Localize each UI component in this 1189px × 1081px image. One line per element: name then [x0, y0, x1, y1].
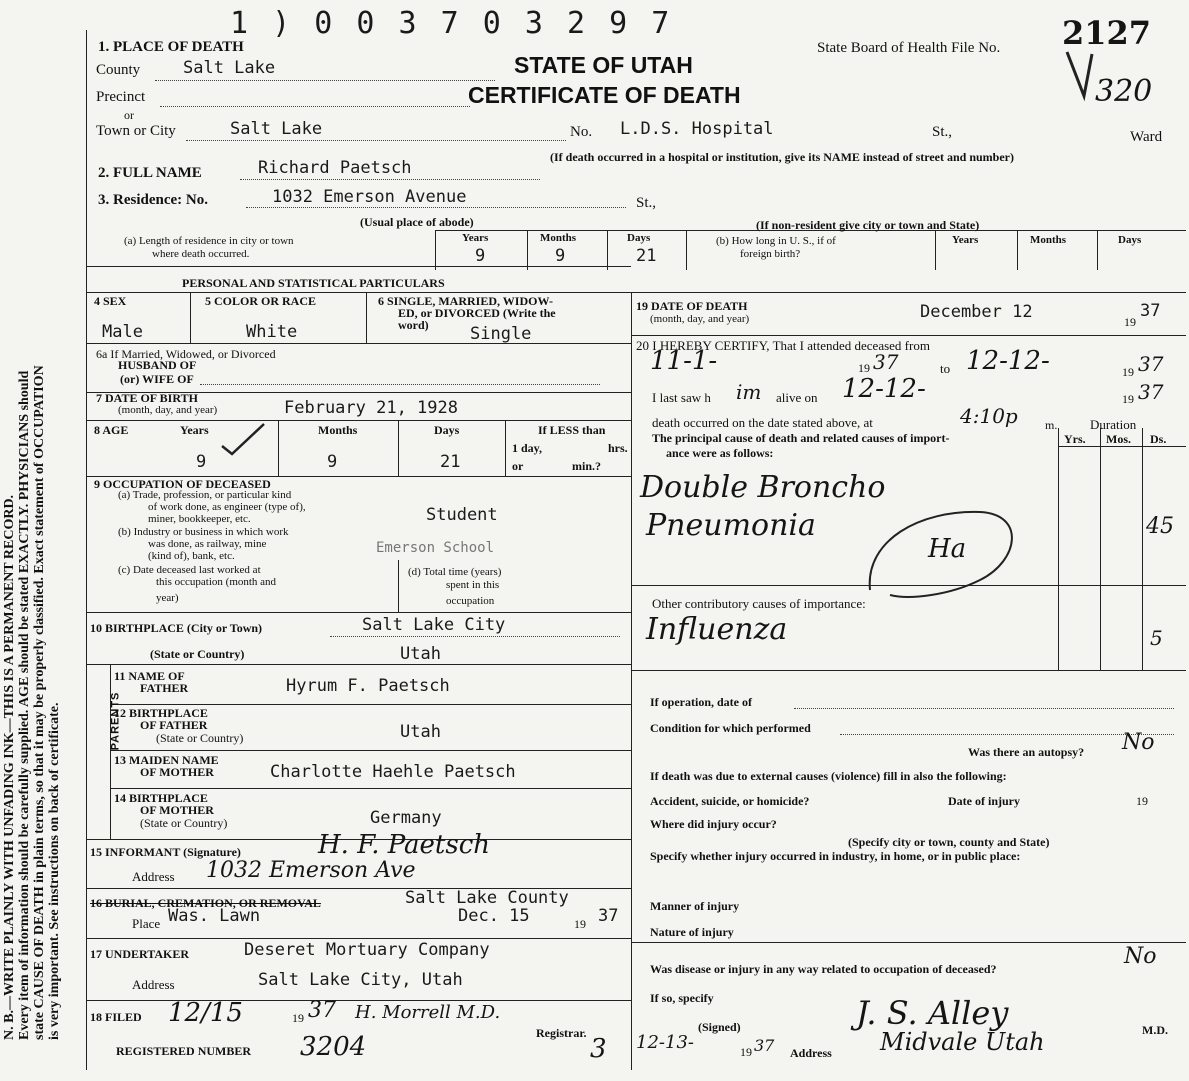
undertaker-address: Salt Lake City, Utah — [258, 970, 463, 990]
nonresident-note: (If non-resident give city or town and State) — [756, 218, 980, 232]
residence-st-label: St., — [636, 195, 657, 211]
marital-label-a: 6 SINGLE, MARRIED, WIDOW- — [378, 294, 554, 308]
dod-label-b: (month, day, and year) — [650, 313, 750, 325]
precinct-line — [160, 106, 470, 107]
mother-birthplace: Germany — [370, 808, 442, 828]
where-injury-label: Where did injury occur? — [650, 817, 777, 831]
sep-res-4 — [686, 230, 687, 270]
divider-row13 — [110, 750, 631, 751]
occ-d-line3: occupation — [446, 595, 495, 607]
full-name-value: Richard Paetsch — [258, 158, 412, 178]
md-label: M.D. — [1142, 1023, 1168, 1037]
lastsaw-him: im — [736, 380, 762, 404]
res-months-label: Months — [540, 232, 577, 244]
manner-label: Manner of injury — [650, 899, 740, 913]
sign-year-prefix: 19 — [740, 1045, 752, 1059]
divider-row6a — [86, 343, 631, 344]
certify-label: 20 I HEREBY CERTIFY, That I attended deceased from — [636, 338, 930, 353]
cause-label-a: The principal cause of death and related causes of import- — [652, 431, 950, 445]
town-value: Salt Lake — [230, 119, 323, 139]
sign-date: 12-13- — [636, 1032, 694, 1053]
age-label: 8 AGE — [94, 423, 129, 437]
precinct-label: Precinct — [96, 89, 146, 105]
nature-label: Nature of injury — [650, 925, 734, 939]
registrar-label: Registrar. — [536, 1026, 587, 1040]
check-mark-icon — [220, 420, 270, 460]
undertaker-address-label: Address — [132, 977, 175, 992]
lastsaw-year: 37 — [1138, 380, 1164, 404]
specify-industry-label: Specify whether injury occurred in industry, in home, or in public place: — [650, 849, 1021, 863]
us-months-label: Months — [1030, 234, 1067, 246]
injury-date-label: Date of injury — [948, 794, 1020, 808]
age-days-label: Days — [434, 423, 460, 437]
file-number: 2127 — [1062, 14, 1152, 52]
length-label-a: (a) Length of residence in city or town — [124, 235, 294, 247]
operation-line — [794, 708, 1174, 709]
burial-county: Salt Lake County — [405, 888, 569, 908]
dob-label-a: 7 DATE OF BIRTH — [96, 391, 198, 405]
attended-from: 11-1- — [650, 346, 718, 376]
less-label-e: min.? — [572, 459, 602, 473]
color-label: 5 COLOR OR RACE — [205, 294, 317, 308]
industry-value: Emerson School — [376, 540, 495, 556]
or-label: or — [124, 108, 134, 122]
color-value: White — [246, 322, 298, 342]
cause-1: Double Broncho — [640, 470, 886, 505]
county-label: County — [96, 62, 141, 78]
spouse-line — [200, 384, 600, 385]
duration-mos: Mos. — [1106, 432, 1131, 446]
res-years-label: Years — [462, 232, 489, 244]
sep-sex — [190, 292, 191, 343]
burial-place-label: Place — [132, 916, 161, 931]
town-line — [186, 140, 566, 141]
duration-ds: Ds. — [1150, 432, 1167, 446]
sep-color — [366, 292, 367, 343]
occ-c-line2: this occupation (month and — [156, 576, 277, 588]
occupation-value: Student — [426, 505, 498, 525]
registered-number: 3204 — [300, 1032, 367, 1062]
age-years-label: Years — [180, 423, 209, 437]
death-time: 4:10p — [960, 404, 1018, 428]
dur-head-line — [1058, 446, 1186, 447]
occ-b-line3: (kind of), bank, etc. — [148, 550, 235, 562]
town-label: Town or City — [96, 123, 176, 139]
physician-signature: J. S. Alley — [856, 994, 1009, 1032]
dob-label-b: (month, day, and year) — [118, 404, 218, 416]
cause-2-days: 45 — [1146, 514, 1174, 539]
other-causes-label: Other contributory causes of importance: — [652, 596, 866, 611]
filed-by: H. Morrell M.D. — [355, 1002, 501, 1023]
physician-address-label: Address — [790, 1046, 832, 1060]
spouse-label-a: 6a If Married, Widowed, or Divorced — [96, 347, 276, 361]
age-months-value: 9 — [327, 452, 338, 472]
duration-yrs: Yrs. — [1064, 432, 1086, 446]
sep-age-m — [398, 420, 399, 476]
filed-year-prefix: 19 — [292, 1011, 304, 1025]
cause-initials: Ha — [928, 534, 967, 564]
father-label-b: FATHER — [140, 681, 189, 695]
dur-col-2 — [1100, 428, 1101, 670]
attended-to: 12-12- — [966, 346, 1050, 376]
margin-instructions — [2, 60, 62, 1040]
ward-label: Ward — [1130, 129, 1163, 145]
informant-address: 1032 Emerson Ave — [206, 858, 416, 883]
county-value: Salt Lake — [183, 58, 276, 78]
place-of-death-label: 1. PLACE OF DEATH — [98, 39, 244, 55]
personal-section-title: PERSONAL AND STATISTICAL PARTICULARS — [182, 276, 445, 290]
sep-us-1 — [935, 230, 936, 270]
sep-occ-d — [398, 560, 399, 612]
sep-age-d — [505, 420, 506, 476]
center-divider — [631, 292, 632, 1070]
registered-number-label: REGISTERED NUMBER — [116, 1044, 252, 1058]
margin-line-1: N. B.—WRITE PLAINLY WITH UNFADING INK—THIS IS A PERMANENT RECORD. — [2, 494, 17, 1040]
from-year: 37 — [873, 350, 899, 374]
sep-res-1 — [435, 230, 436, 270]
res-days-label: Days — [627, 232, 651, 244]
undertaker-label: 17 UNDERTAKER — [90, 947, 190, 961]
lastsaw-label-a: I last saw h — [652, 390, 711, 405]
occ-a-line2: of work done, as engineer (type of), — [148, 501, 306, 513]
informant-label: 15 INFORMANT (Signature) — [90, 845, 241, 859]
lastsaw-label-b: alive on — [776, 390, 818, 405]
spouse-label-c: (or) WIFE OF — [120, 372, 194, 386]
sep-us-3 — [1097, 230, 1098, 270]
divider-row12 — [110, 704, 631, 705]
other-cause-days: 5 — [1150, 626, 1163, 650]
birthplace-label-b: (State or Country) — [150, 647, 245, 661]
hospital-no-label: No. — [570, 124, 593, 140]
divider-row11 — [86, 664, 631, 665]
spouse-label-b: HUSBAND OF — [118, 358, 197, 372]
mbirth-label-b: OF MOTHER — [140, 803, 214, 817]
length-label-b: where death occurred. — [152, 248, 250, 260]
sep-res-2 — [527, 230, 528, 270]
res-days-value: 21 — [636, 246, 657, 266]
divider-row17 — [86, 938, 631, 939]
sep-res-3 — [607, 230, 608, 270]
dur-col-3 — [1142, 428, 1143, 670]
less-label-d: or — [512, 459, 524, 473]
us-label-a: (b) How long in U. S., if of — [716, 235, 836, 247]
filed-date: 12/15 — [168, 998, 243, 1028]
mother-label-a: 13 MAIDEN NAME — [114, 753, 219, 767]
burial-place: Was. Lawn — [168, 906, 261, 926]
fbirth-label-a: 12 BIRTHPLACE — [114, 706, 208, 720]
res-months-value: 9 — [555, 246, 566, 266]
informant-signature: H. F. Paetsch — [318, 830, 491, 860]
file-no-label: State Board of Health File No. — [817, 40, 1001, 56]
divider-row4 — [86, 292, 1186, 293]
operation-label: If operation, date of — [650, 695, 752, 709]
lastsaw-date: 12-12- — [842, 374, 926, 404]
external-causes-label: If death was due to external causes (violence) fill in also the following: — [650, 769, 1007, 783]
duration-label: Duration — [1090, 417, 1137, 432]
sex-value: Male — [102, 322, 143, 342]
father-name: Hyrum F. Paetsch — [286, 676, 450, 696]
less-label-c: hrs. — [608, 441, 628, 455]
certificate-title: CERTIFICATE OF DEATH — [468, 82, 741, 108]
check-mark-icon — [1062, 44, 1112, 104]
parents-side-label: PARENTS — [109, 691, 122, 751]
usual-abode-note: (Usual place of abode) — [360, 215, 474, 229]
registrar-mark: 3 — [590, 1034, 607, 1064]
father-label-a: 11 NAME OF — [114, 669, 185, 683]
mbirth-label-c: (State or Country) — [140, 816, 228, 830]
cause-label-b: ance were as follows: — [666, 446, 774, 460]
occ-d-line2: spent in this — [446, 579, 500, 591]
divider-row14 — [110, 788, 631, 789]
to-year-prefix: 19 — [1122, 365, 1134, 379]
burial-label: 16 BURIAL, CREMATION, OR REMOVAL — [90, 896, 321, 910]
serial-number: 1 ) 0 0 3 7 0 3 2 9 7 — [230, 6, 673, 41]
if-so-label: If so, specify — [650, 991, 714, 1005]
divider-occrel — [631, 942, 1186, 943]
residence-value: 1032 Emerson Avenue — [272, 187, 467, 207]
us-days-label: Days — [1118, 234, 1142, 246]
fbirth-label-b: OF FATHER — [140, 718, 208, 732]
death-occurred-label: death occurred on the date stated above, at — [652, 415, 873, 430]
dur-col-1 — [1058, 428, 1059, 670]
dod-label-a: 19 DATE OF DEATH — [636, 299, 748, 313]
state-title: STATE OF UTAH — [514, 52, 693, 78]
autopsy-label: Was there an autopsy? — [968, 745, 1085, 759]
marital-label-b: ED, or DIVORCED (Write the — [398, 306, 556, 320]
occupation-label: 9 OCCUPATION OF DECEASED — [94, 477, 271, 491]
frame-left — [86, 30, 87, 1070]
occ-related-value: No — [1124, 944, 1157, 969]
occ-d-line1: (d) Total time (years) — [408, 566, 502, 578]
cause-2: Pneumonia — [646, 508, 816, 543]
marital-label-c: word) — [398, 318, 429, 332]
sign-year: 37 — [754, 1036, 775, 1055]
divider-row20 — [631, 335, 1186, 336]
occ-b-line1: (b) Industry or business in which work — [118, 526, 289, 538]
birthplace-line — [330, 636, 620, 637]
margin-line-2: Every item of information should be carefully supplied. AGE should be stated EXACTLY. PHYSICIANS should — [17, 370, 32, 1040]
less-label-b: 1 day, — [512, 441, 543, 455]
physician-address: Midvale Utah — [880, 1028, 1045, 1056]
age-years-value: 9 — [196, 452, 207, 472]
occ-c-line1: (c) Date deceased last worked at — [118, 564, 261, 576]
margin-line-4: is very important. See instructions on back of certificate. — [47, 702, 62, 1040]
sep-us-2 — [1017, 230, 1018, 270]
age-months-label: Months — [318, 423, 358, 437]
specify-place-label: (Specify city or town, county and State) — [848, 835, 1050, 849]
residence-line — [246, 207, 626, 208]
sex-label: 4 SEX — [94, 294, 127, 308]
divider-operation — [631, 670, 1186, 671]
name-line — [240, 179, 540, 180]
us-years-label: Years — [952, 234, 979, 246]
hospital-name: L.D.S. Hospital — [620, 119, 774, 139]
divider-personal — [86, 266, 631, 267]
lastsaw-year-prefix: 19 — [1122, 392, 1134, 406]
occ-a-line1: (a) Trade, profession, or particular kind — [118, 489, 292, 501]
burial-date: Dec. 15 — [458, 906, 530, 926]
to-label: to — [940, 361, 951, 376]
autopsy-value: No — [1122, 730, 1155, 755]
fbirth-label-c: (State or Country) — [156, 731, 244, 745]
birthplace-label-a: 10 BIRTHPLACE (City or Town) — [90, 621, 263, 635]
mother-name: Charlotte Haehle Paetsch — [270, 762, 516, 782]
occ-c-line3: year) — [156, 592, 179, 604]
undertaker-name: Deseret Mortuary Company — [244, 940, 490, 960]
m-label: m. — [1045, 418, 1058, 432]
signed-label: (Signed) — [698, 1020, 741, 1034]
filed-label: 18 FILED — [90, 1010, 142, 1024]
condition-label: Condition for which performed — [650, 721, 811, 735]
mbirth-label-a: 14 BIRTHPLACE — [114, 791, 208, 805]
dod-year-prefix: 19 — [1124, 315, 1136, 329]
full-name-label: 2. FULL NAME — [98, 165, 202, 181]
father-birthplace: Utah — [400, 722, 441, 742]
residence-label: 3. Residence: No. — [98, 192, 208, 208]
margin-line-3: state CAUSE OF DEATH in plain terms, so that it may be properly classified. Exact statement of OCCUPATION — [32, 365, 47, 1040]
birthplace-city: Salt Lake City — [362, 615, 506, 635]
from-year-prefix: 19 — [858, 361, 870, 375]
informant-address-label: Address — [132, 869, 175, 884]
divider-row8 — [86, 420, 631, 421]
injury-year-prefix: 19 — [1136, 794, 1148, 808]
file-sub-number: 320 — [1095, 74, 1153, 109]
us-label-b: foreign birth? — [740, 248, 801, 260]
sep-age-y — [278, 420, 279, 476]
dod-year: 37 — [1140, 301, 1161, 321]
burial-year: 37 — [598, 906, 619, 926]
mother-label-b: OF MOTHER — [140, 765, 214, 779]
burial-year-prefix: 19 — [574, 917, 586, 931]
parents-box — [110, 664, 111, 839]
age-days-value: 21 — [440, 452, 461, 472]
accident-label: Accident, suicide, or homicide? — [650, 794, 810, 808]
dod-value: December 12 — [920, 302, 1033, 322]
to-year: 37 — [1138, 352, 1164, 376]
divider-row10 — [86, 612, 631, 613]
other-cause: Influenza — [646, 612, 788, 647]
hospital-note: (If death occurred in a hospital or institution, give its NAME instead of street and number) — [550, 150, 1015, 164]
less-label-a: If LESS than — [538, 423, 606, 437]
occ-related-label: Was disease or injury in any way related to occupation of deceased? — [650, 962, 997, 976]
birthplace-state: Utah — [400, 644, 441, 664]
filed-year: 37 — [308, 998, 336, 1023]
occ-a-line3: miner, bookkeeper, etc. — [148, 513, 251, 525]
res-years-value: 9 — [475, 246, 486, 266]
dob-value: February 21, 1928 — [284, 398, 458, 418]
county-line — [155, 80, 495, 81]
occ-b-line2: was done, as railway, mine — [148, 538, 267, 550]
street-label: St., — [932, 124, 953, 140]
marital-value: Single — [470, 324, 532, 344]
